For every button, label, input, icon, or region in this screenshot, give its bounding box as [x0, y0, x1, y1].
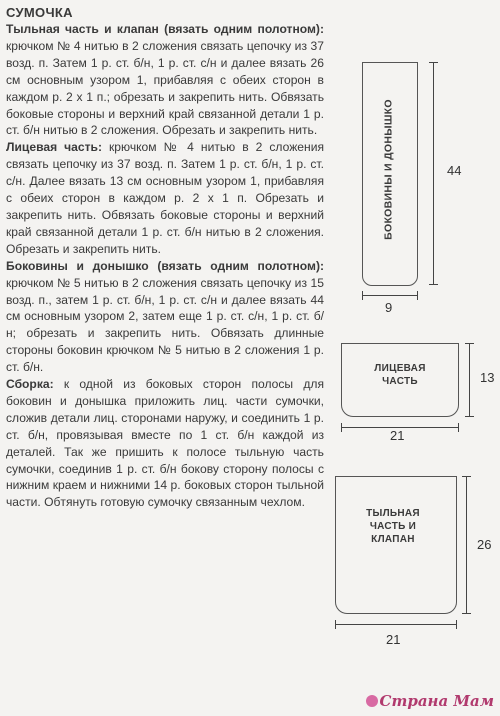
instructions-text	[6, 4, 324, 511]
paragraph-heading: Лицевая часть:	[6, 140, 102, 155]
front-diagram	[341, 343, 459, 417]
watermark	[366, 692, 494, 710]
front-label: ЛИЦЕВАЯ ЧАСТЬ	[374, 363, 426, 387]
side-width-tick-right	[417, 291, 418, 300]
front-height-value: 13	[480, 370, 495, 385]
back-width-tick-right	[456, 620, 457, 629]
front-width-tick-right	[458, 423, 459, 432]
side-bottom-diagram	[362, 62, 418, 286]
side-height-tick-bottom	[429, 284, 438, 285]
flower-icon	[366, 695, 378, 707]
paragraph-body: крючком № 5 нитью в 2 сложения связать цепочку из 15 возд. п., затем 1 р. ст. б/н, 1 р. ст. с/н и далее вязать 44 см основным узором 2, затем еще 1 р. ст. с/н, 1 р. ст. б/н; обрезать и закрепить нить. Обвязать длинные стороны боковин крючком № 5 нитью в 2 сложения 1 р. ст. б/н.	[6, 275, 324, 375]
side-width-value: 9	[385, 300, 393, 315]
side-height-value: 44	[447, 163, 462, 178]
page-title: СУМОЧКА	[6, 5, 73, 20]
back-width-line	[335, 624, 457, 625]
side-height-line	[433, 62, 434, 284]
paragraph-heading: Сборка:	[6, 377, 54, 392]
watermark-text: Страна Мам	[379, 692, 494, 710]
paragraph-front	[6, 139, 324, 257]
front-height-tick-bottom	[465, 416, 474, 417]
back-width-value: 21	[386, 632, 401, 647]
paragraph-back	[6, 21, 324, 139]
back-height-line	[466, 476, 467, 614]
back-height-tick-top	[462, 476, 471, 477]
front-height-tick-top	[465, 343, 474, 344]
back-width-tick-left	[335, 620, 336, 629]
back-flap-label: ТЫЛЬНАЯ ЧАСТЬ И КЛАПАН	[366, 508, 420, 545]
paragraph-body: к одной из боковых сторон полосы для боковин и донышка приложить лиц. части сумочки, сложив детали лиц. сторонами наружу, и соединить 1 р. ст. б/н, провязывая вместе по 1 ст. б/н каждой из деталей. Так же пришить к полосе тыльную часть сумочки, соединив 1 р. ст. б/н бокову сторону полосы с нижним краем и нижними 14 р. боковых сторон тыльной части. Обтянуть готовую сумочку связанным чехлом.	[6, 377, 324, 510]
front-height-line	[469, 343, 470, 417]
paragraph-sides	[6, 258, 324, 376]
side-bottom-label: БОКОВИНЫ И ДОНЫШКО	[382, 99, 395, 240]
back-flap-diagram	[335, 476, 457, 614]
paragraph-assembly	[6, 376, 324, 511]
back-height-tick-bottom	[462, 613, 471, 614]
paragraph-heading: Боковины и донышко (вязать одним полотном):	[6, 258, 324, 273]
front-width-value: 21	[390, 428, 405, 443]
paragraph-heading: Тыльная часть и клапан (вязать одним полотном):	[6, 22, 324, 36]
front-width-tick-left	[341, 423, 342, 432]
paragraph-body: крючком № 4 нитью в 2 сложения связать цепочку из 37 возд. п. Затем 1 р. ст. б/н, 1 р. ст. с/н. Далее вязать 13 см основным узором 1, прибавляя с обеих сторон в каждом р. 2 х 1 п. Обрезать и закрепить нить. Обвязать боковые стороны и верхний край связанной детали 1 р. ст. б/н нитью в 2 сложения. Обрезать и закрепить нить.	[6, 140, 325, 256]
side-width-tick-left	[362, 291, 363, 300]
side-width-line	[362, 295, 418, 296]
paragraph-body: крючком № 4 нитью в 2 сложения связать цепочку из 37 возд. п. Затем 1 р. ст. б/н, 1 р. ст. с/н и далее вязать 26 см основным узором 1, прибавляя с обеих сторон в каждом р. 2 х 1 п.; обрезать и закрепить нить. Обвязать боковые стороны и верхний край связанной детали 1 р. ст. б/н нитью в 2 сложения. Обрезать и закрепить нить.	[6, 38, 324, 138]
side-height-tick-top	[429, 62, 438, 63]
back-height-value: 26	[477, 537, 492, 552]
